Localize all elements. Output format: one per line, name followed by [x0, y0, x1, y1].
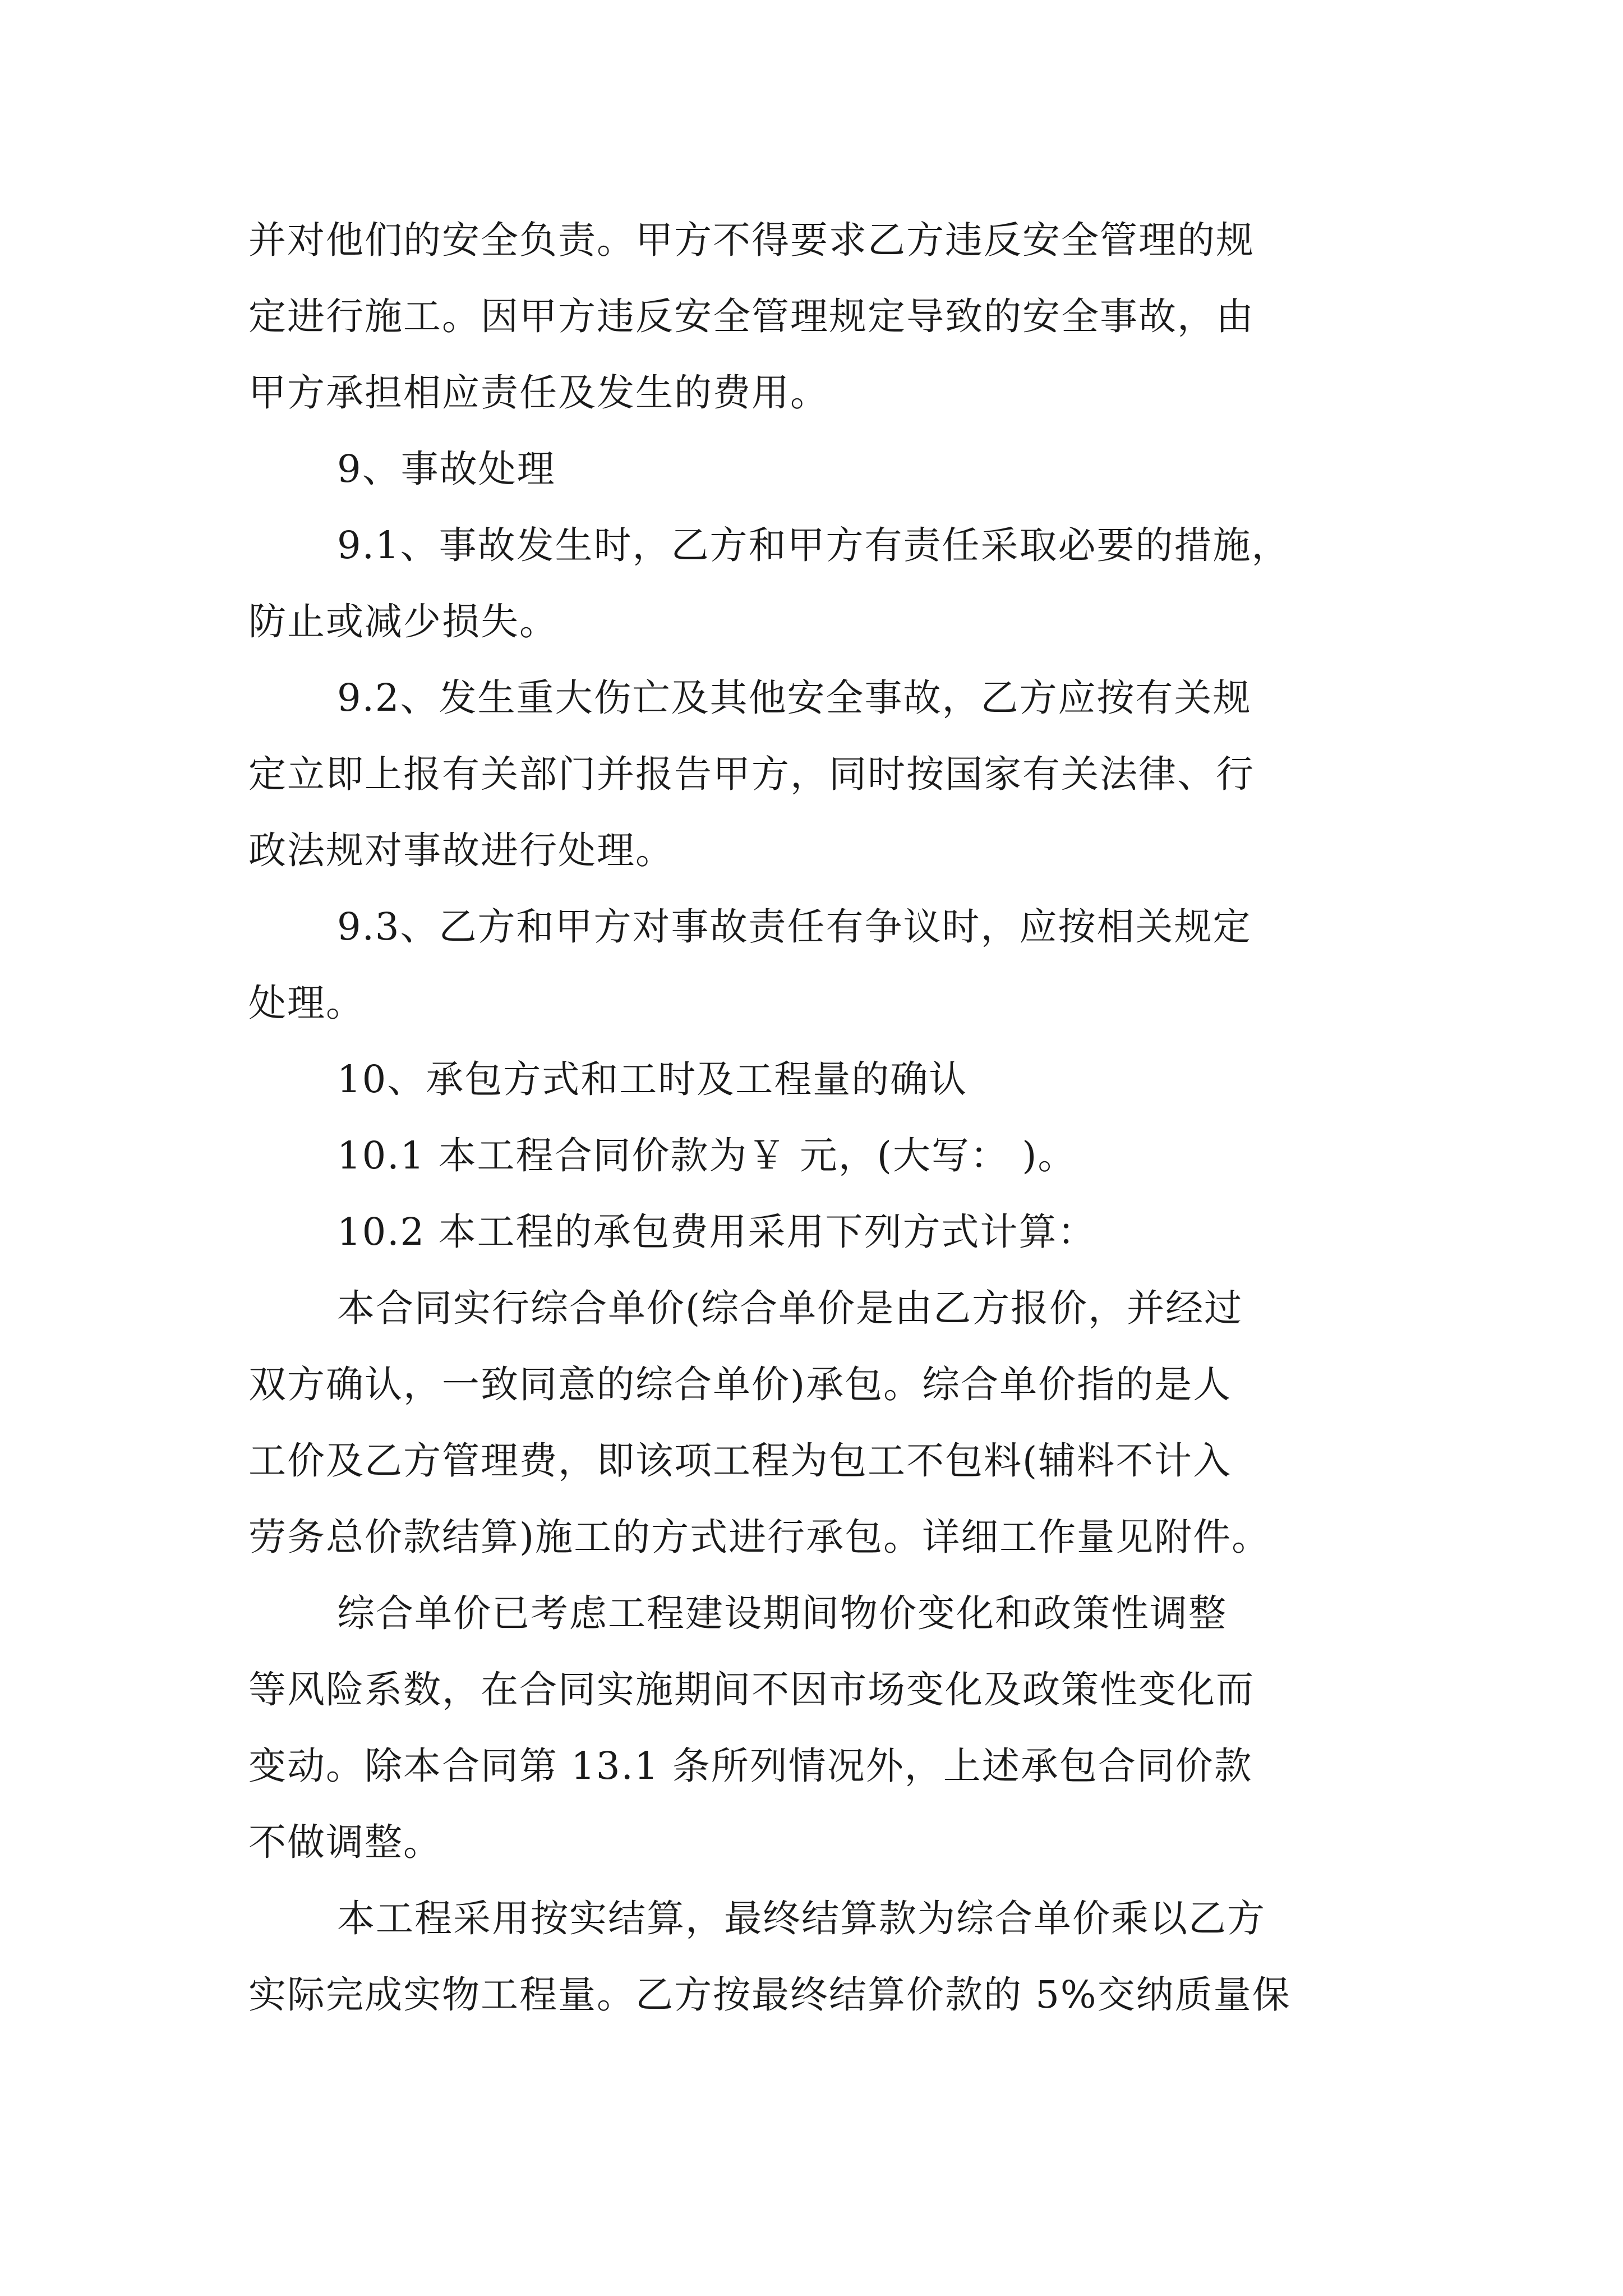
text-line: 本合同实行综合单价(综合单价是由乙方报价，并经过 [337, 1286, 1243, 1330]
text-line: 定进行施工。因甲方违反安全管理规定导致的安全事故，由 [248, 295, 1255, 338]
section-heading: 10、承包方式和工时及工程量的确认 [337, 1057, 968, 1101]
text-line: 定立即上报有关部门并报告甲方，同时按国家有关法律、行 [248, 752, 1255, 796]
text-line: 不做调整。 [248, 1820, 442, 1864]
text-line: 实际完成实物工程量。乙方按最终结算价款的 5%交纳质量保 [248, 1973, 1291, 2017]
text-line: 劳务总价款结算)施工的方式进行承包。详细工作量见附件。 [248, 1515, 1271, 1559]
text-line: 综合单价已考虑工程建设期间物价变化和政策性调整 [337, 1591, 1227, 1635]
text-line: 10.2 本工程的承包费用采用下列方式计算： [337, 1210, 1096, 1254]
text-line: 变动。除本合同第 13.1 条所列情况外，上述承包合同价款 [248, 1744, 1253, 1788]
text-line: 防止或减少损失。 [248, 600, 558, 643]
text-line: 等风险系数，在合同实施期间不因市场变化及政策性变化而 [248, 1668, 1255, 1711]
text-line: 双方确认，一致同意的综合单价)承包。综合单价指的是人 [248, 1363, 1232, 1406]
text-line: 处理。 [248, 981, 365, 1025]
text-line: 本工程采用按实结算，最终结算款为综合单价乘以乙方 [337, 1897, 1266, 1940]
text-line: 并对他们的安全负责。甲方不得要求乙方违反安全管理的规 [248, 218, 1255, 262]
text-line: 政法规对事故进行处理。 [248, 829, 674, 872]
text-line: 9.1、事故发生时，乙方和甲方有责任采取必要的措施， [337, 523, 1290, 567]
text-line: 甲方承担相应责任及发生的费用。 [248, 371, 829, 415]
text-line: 9.2、发生重大伤亡及其他安全事故，乙方应按有关规 [337, 676, 1252, 720]
text-line: 工价及乙方管理费，即该项工程为包工不包料(辅料不计入 [248, 1439, 1232, 1483]
text-line: 10.1 本工程合同价款为￥ 元，(大写： )。 [337, 1134, 1077, 1177]
section-heading: 9、事故处理 [337, 447, 556, 491]
text-line: 9.3、乙方和甲方对事故责任有争议时，应按相关规定 [337, 905, 1252, 949]
